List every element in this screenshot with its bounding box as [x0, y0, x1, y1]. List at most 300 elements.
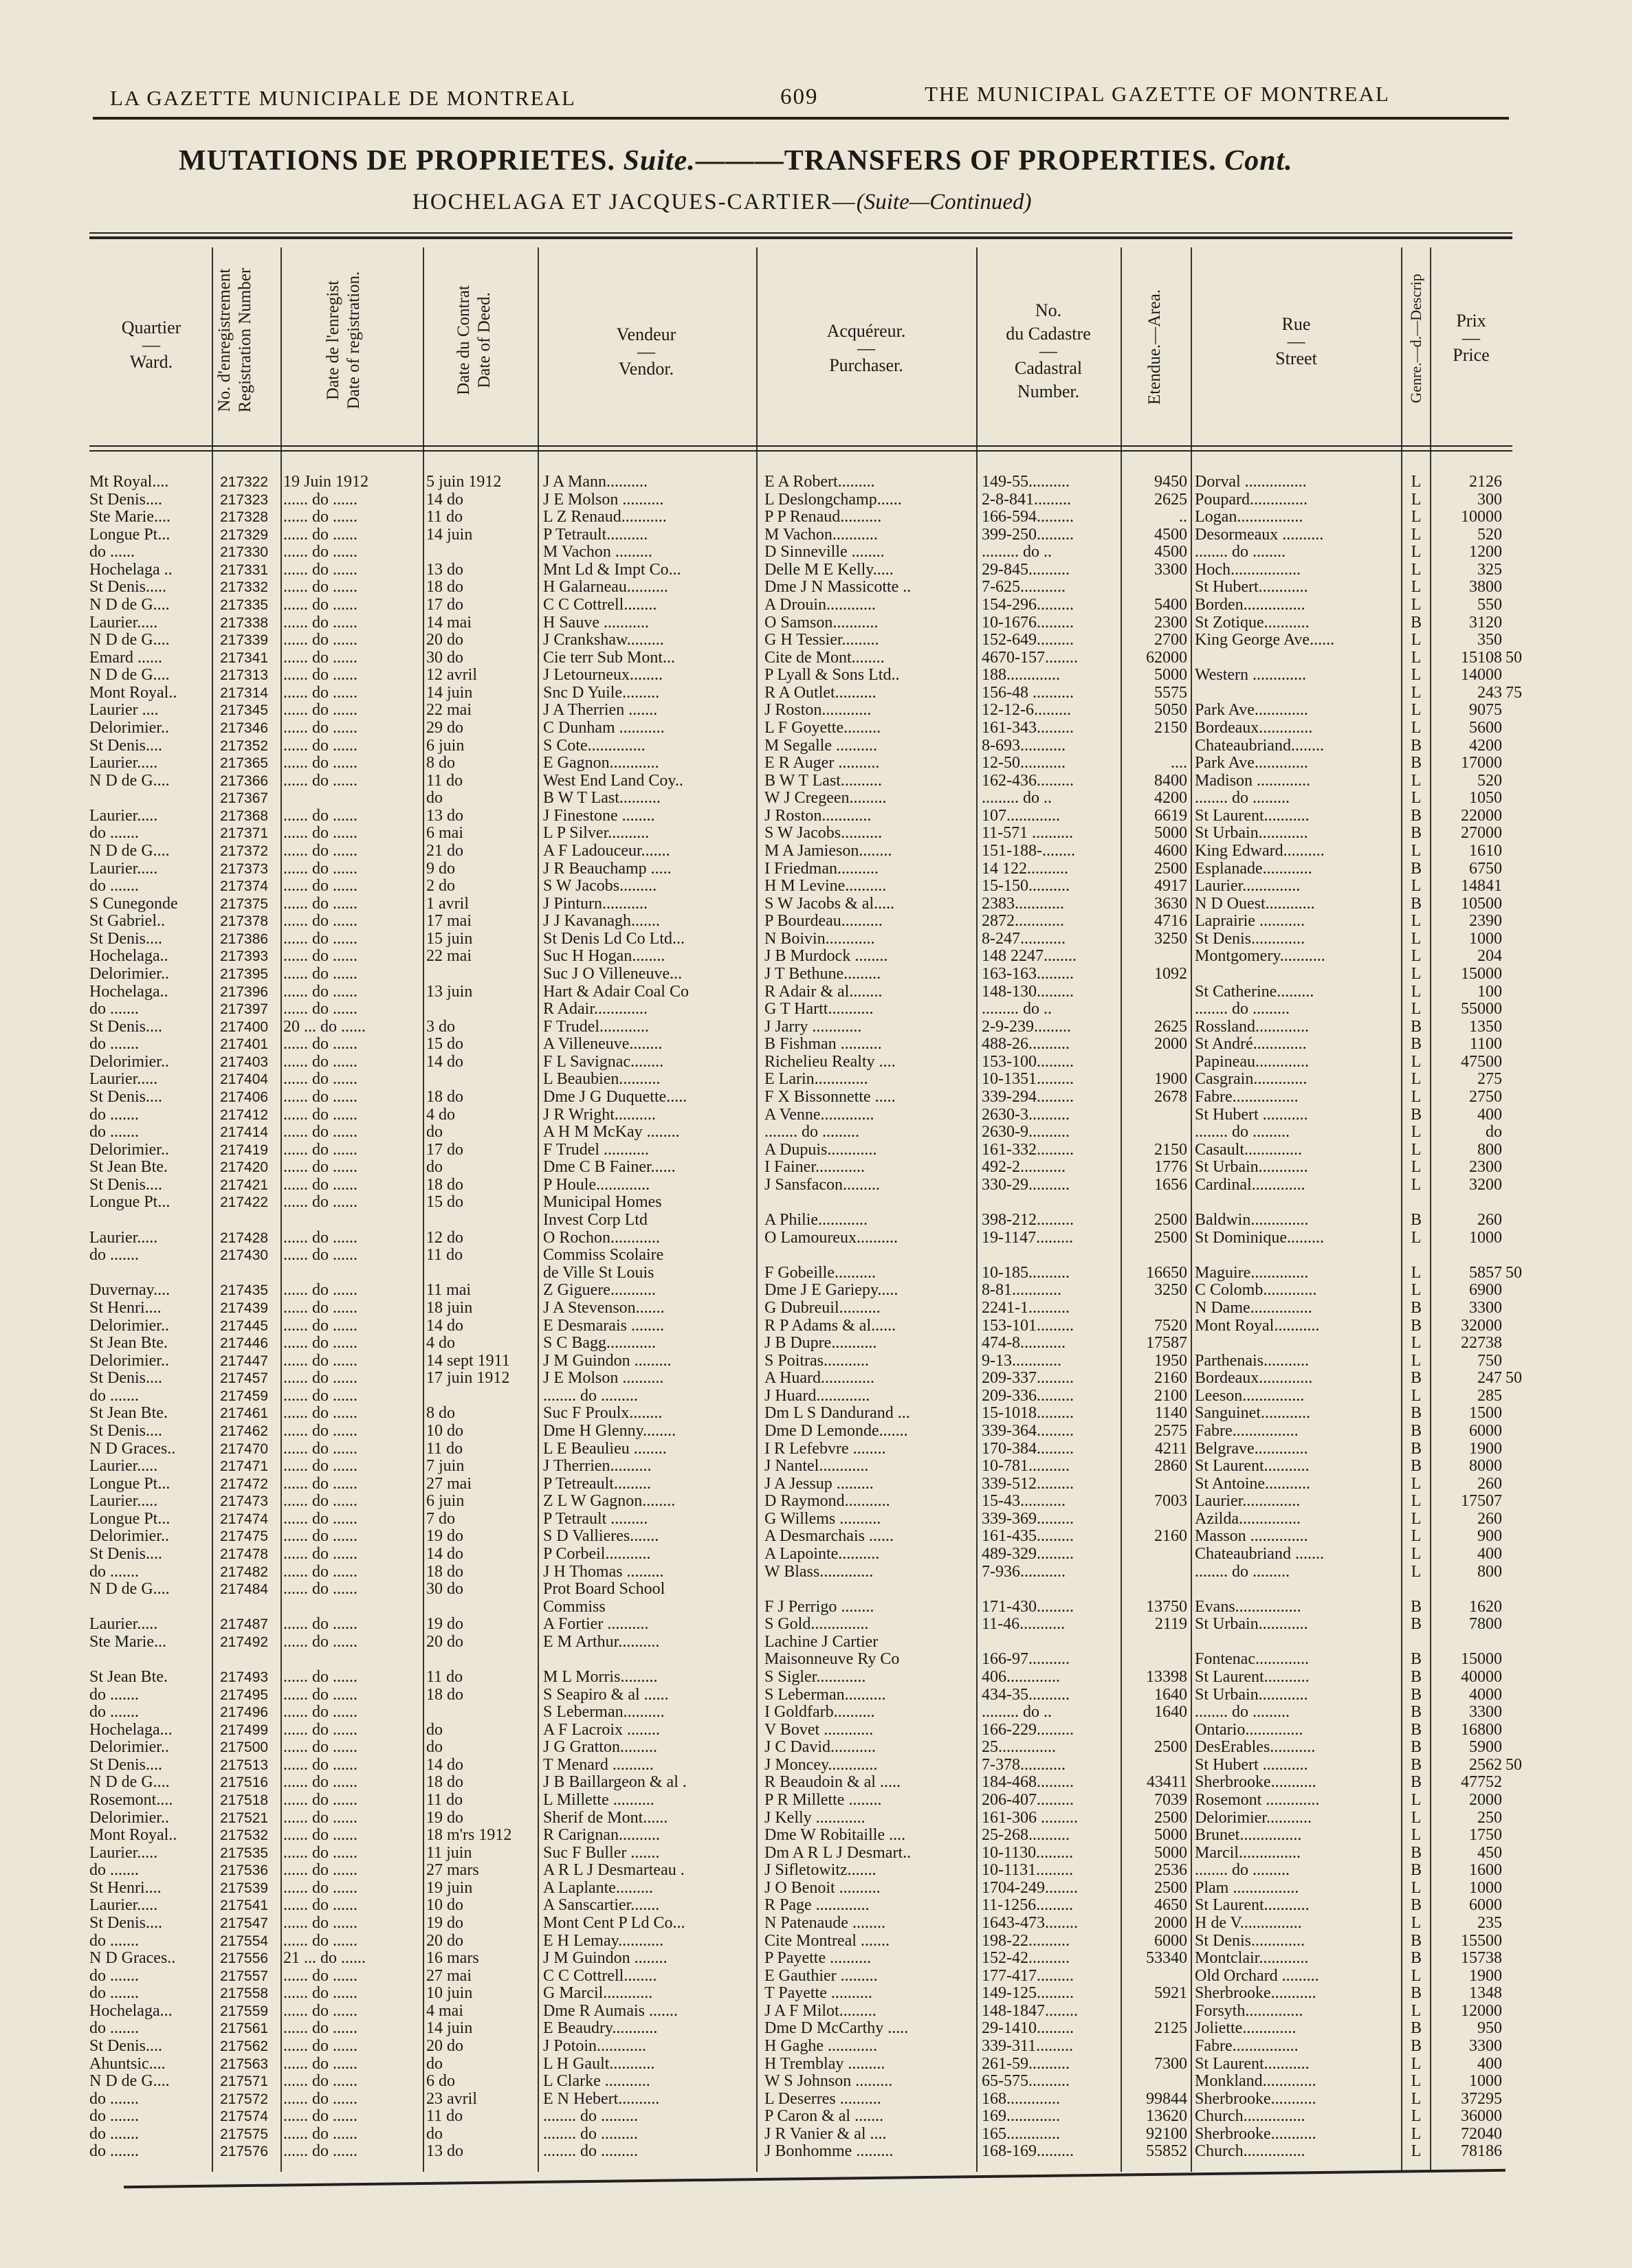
header-price-fr: Prix [1456, 311, 1486, 331]
purchaser-cell: F J Perrigo ........ [764, 1597, 874, 1616]
table-row [0, 1650, 1632, 1669]
purchaser-cell: Dm A R L J Desmart.. [764, 1843, 912, 1862]
deed-date-cell: 13 do [426, 806, 463, 825]
registration-date-cell: ...... do ...... [283, 1826, 357, 1845]
description-cell: L [1411, 1228, 1422, 1247]
cadastral-number-cell: 166-594......... [982, 508, 1074, 526]
area-cell: 4917 [1154, 877, 1187, 896]
street-cell: Evans................ [1195, 1597, 1301, 1616]
vendor-cell: E H Lemay........... [543, 1931, 664, 1950]
cadastral-number-cell: 209-337......... [982, 1369, 1074, 1388]
deed-date-cell: 20 do [426, 1632, 463, 1651]
street-cell: St Denis............. [1195, 1931, 1305, 1950]
price-cell: 400 [1477, 2054, 1502, 2073]
cadastral-number-cell: 168............. [982, 2089, 1060, 2108]
vendor-cell: T Menard .......... [543, 1755, 654, 1774]
cadastral-number-cell: 8-247........... [982, 929, 1066, 948]
vendor-cell: Suc F Buller ....... [543, 1843, 660, 1862]
cadastral-number-cell: 161-343......... [982, 719, 1074, 737]
purchaser-cell: Dme D Lemonde....... [764, 1421, 908, 1440]
price-cell: 15500 [1461, 1931, 1502, 1950]
registration-date-cell: ...... do ...... [283, 1544, 357, 1563]
street-cell: St Urbain............ [1195, 1685, 1308, 1704]
registration-date-cell: ...... do ...... [283, 596, 357, 614]
cadastral-number-cell: 2241-1.......... [982, 1298, 1070, 1317]
table-row [0, 1000, 1632, 1019]
price-cell: 1610 [1469, 842, 1502, 860]
description-cell: L [1411, 1544, 1422, 1563]
street-cell: Poupard.............. [1195, 490, 1308, 509]
purchaser-cell: J Sifletowitz....... [764, 1861, 876, 1880]
header-dash: — [637, 342, 655, 362]
vendor-cell: Suc H Hogan........ [543, 947, 665, 966]
registration-date-cell: ...... do ...... [283, 1492, 357, 1511]
area-cell: 4716 [1154, 912, 1187, 931]
vendor-cell: Cie terr Sub Mont... [543, 648, 675, 667]
purchaser-cell: Dme J E Gariepy..... [764, 1281, 898, 1300]
description-cell: L [1411, 929, 1422, 948]
registration-number-cell: 217457 [220, 1370, 269, 1387]
vendor-cell: J Therrien.......... [543, 1457, 652, 1476]
street-cell: Sanguinet............ [1195, 1404, 1310, 1423]
ward-cell: St Denis.... [89, 490, 163, 509]
street-cell: Church............... [1195, 2142, 1305, 2161]
cadastral-number-cell: 15-43........... [982, 1492, 1066, 1511]
table-row [0, 842, 1632, 860]
ward-cell: Hochelaga... [89, 2001, 173, 2020]
street-cell: St Laurent........... [1195, 1667, 1310, 1686]
ward-cell: St Denis.... [89, 1088, 163, 1107]
area-cell: 5400 [1154, 596, 1187, 614]
description-cell: B [1410, 1931, 1422, 1950]
street-cell: Western ............. [1195, 666, 1307, 685]
deed-date-cell: 14 mai [426, 613, 472, 632]
table-row [0, 807, 1632, 825]
deed-date-cell: 5 juin 1912 [426, 473, 502, 491]
description-cell: L [1411, 1913, 1422, 1932]
ward-cell: do ....... [89, 2019, 139, 2038]
price-cell: 3300 [1469, 1298, 1502, 1317]
street-cell: Sherbrooke........... [1195, 2089, 1316, 2108]
street-cell: Azilda............... [1195, 1509, 1301, 1528]
purchaser-cell: J Nantel............ [764, 1457, 869, 1476]
description-cell: L [1411, 508, 1422, 526]
purchaser-cell: E Larin............. [764, 1070, 868, 1089]
cadastral-number-cell: 149-55.......... [982, 473, 1070, 491]
header-cadastral [980, 299, 1117, 403]
cadastral-number-cell: 156-48 .......... [982, 683, 1074, 702]
deed-date-cell: do [426, 789, 443, 808]
vendor-cell: O Rochon............ [543, 1228, 660, 1247]
table-row [0, 1809, 1632, 1827]
ward-cell: N D de G.... [89, 1773, 170, 1792]
header-dash: — [1039, 341, 1057, 361]
registration-date-cell: ...... do ...... [283, 771, 357, 790]
area-cell: 2625 [1154, 490, 1187, 509]
registration-date-cell: ...... do ...... [283, 806, 357, 825]
registration-date-cell: ...... do ...... [283, 929, 357, 948]
header-ward [93, 316, 210, 374]
ward-cell: N D de G.... [89, 771, 170, 790]
ward-cell: Rosemont.... [89, 1790, 173, 1809]
registration-number-cell: 217558 [220, 1986, 269, 2002]
street-cell: Delorimier........... [1195, 1808, 1312, 1827]
ward-cell: do ....... [89, 1246, 139, 1265]
description-cell: L [1411, 947, 1422, 966]
ward-cell: do ....... [89, 1984, 139, 2003]
area-cell: 1640 [1154, 1685, 1187, 1704]
cadastral-number-cell: 10-1130......... [982, 1843, 1074, 1862]
registration-number-cell: 217493 [220, 1669, 269, 1685]
price-cell: 15000 [1461, 965, 1502, 983]
ward-cell: St Henri.... [89, 1298, 162, 1317]
description-cell: L [1411, 1562, 1422, 1581]
table-row [0, 1949, 1632, 1968]
table-row [0, 1598, 1632, 1616]
description-cell: L [1411, 701, 1422, 720]
purchaser-cell: S Poitras........... [764, 1351, 870, 1370]
description-cell: B [1410, 1773, 1422, 1792]
table-row [0, 1387, 1632, 1405]
street-cell: St Laurent........... [1195, 1896, 1310, 1915]
street-cell: Leeson............... [1195, 1386, 1305, 1405]
description-cell: L [1411, 912, 1422, 931]
registration-number-cell: 217366 [220, 772, 269, 789]
registration-date-cell: ...... do ...... [283, 1615, 357, 1634]
street-cell: Mont Royal........... [1195, 1316, 1320, 1335]
street-cell: Casault.............. [1195, 1140, 1302, 1159]
registration-number-cell: 217516 [220, 1775, 269, 1791]
title-fr: MUTATIONS DE PROPRIETES. [179, 145, 616, 177]
ward-cell: Delorimier.. [89, 965, 169, 983]
area-cell: 2125 [1154, 2019, 1187, 2038]
purchaser-cell: F Gobeille.......... [764, 1263, 876, 1282]
price-cell: 1620 [1469, 1597, 1502, 1616]
purchaser-cell: N Patenaude ........ [764, 1913, 885, 1932]
vendor-cell: Mnt Ld & Impt Co... [543, 560, 681, 579]
purchaser-cell: J T Bethune......... [764, 965, 881, 983]
cadastral-number-cell: 153-101......... [982, 1316, 1074, 1335]
ward-cell: St Denis.... [89, 1017, 163, 1036]
registration-date-cell: ...... do ...... [283, 490, 357, 509]
header-cad-en2: Number. [1017, 381, 1080, 401]
cadastral-number-cell: 152-42.......... [982, 1949, 1070, 1968]
ward-cell: St Denis.... [89, 1913, 163, 1932]
table-row [0, 1369, 1632, 1388]
purchaser-cell: B W T Last.......... [764, 771, 882, 790]
cadastral-number-cell: 406............. [982, 1667, 1060, 1686]
table-row [0, 1281, 1632, 1300]
registration-number-cell: 217492 [220, 1634, 269, 1650]
price-cell: 243 [1477, 683, 1502, 702]
registration-date-cell: ...... do ...... [283, 2072, 357, 2091]
table-row [0, 701, 1632, 720]
street-cell: Parthenais........... [1195, 1351, 1309, 1370]
street-cell: Laprairie ........... [1195, 912, 1305, 931]
description-cell: L [1411, 2001, 1422, 2020]
price-cell: 260 [1477, 1211, 1502, 1230]
vendor-cell: J M Guindon ........ [543, 1949, 668, 1968]
price-cell: 1500 [1469, 1404, 1502, 1423]
description-cell: L [1411, 473, 1422, 491]
purchaser-cell: J A Jessup ......... [764, 1474, 874, 1493]
street-cell: St Laurent........... [1195, 806, 1310, 825]
ward-cell: St Denis.... [89, 1369, 163, 1388]
area-cell: 4500 [1154, 525, 1187, 544]
table-row [0, 1791, 1632, 1810]
street-cell: King George Ave...... [1195, 631, 1335, 649]
area-cell: 5050 [1154, 701, 1187, 720]
street-cell: Cardinal............. [1195, 1175, 1305, 1194]
registration-date-cell: ...... do ...... [283, 859, 357, 878]
purchaser-cell: P P Renaud.......... [764, 508, 882, 526]
table-row [0, 578, 1632, 597]
purchaser-cell: J Sansfacon......... [764, 1175, 880, 1194]
vendor-cell: Dme J G Duquette..... [543, 1088, 687, 1107]
registration-number-cell: 217401 [220, 1036, 269, 1053]
vendor-cell: M Vachon ......... [543, 543, 652, 562]
street-cell: Bordeaux............. [1195, 719, 1313, 737]
deed-date-cell: 6 do [426, 2072, 455, 2091]
street-cell: St André............. [1195, 1035, 1307, 1054]
price-cents-cell: 50 [1506, 648, 1522, 667]
description-cell: B [1410, 1369, 1422, 1388]
table-row [0, 1141, 1632, 1159]
registration-number-cell: 217378 [220, 913, 269, 930]
table-row [0, 1703, 1632, 1722]
cadastral-number-cell: 10-781.......... [982, 1457, 1070, 1476]
price-cell: 47752 [1461, 1773, 1502, 1792]
ward-cell: Hochelaga... [89, 1720, 173, 1739]
table-row [0, 2019, 1632, 2038]
vendor-cell: Sherif de Mont...... [543, 1808, 668, 1827]
description-cell: L [1411, 578, 1422, 597]
purchaser-cell: E A Robert......... [764, 473, 875, 491]
street-cell: Belgrave............. [1195, 1439, 1308, 1458]
cadastral-number-cell: 8-81............ [982, 1281, 1061, 1300]
vendor-cell: de Ville St Louis [543, 1263, 654, 1282]
description-cell: B [1410, 1896, 1422, 1915]
deed-date-cell: 14 do [426, 1316, 463, 1335]
header-cad-fr2: du Cadastre [1006, 324, 1091, 344]
deed-date-cell: 17 do [426, 596, 463, 614]
price-cell: 1348 [1469, 1984, 1502, 2003]
ward-cell: St Denis.... [89, 1175, 163, 1194]
deed-date-cell: 4 do [426, 1334, 455, 1353]
ward-cell: Mont Royal.. [89, 683, 177, 702]
header-cad-fr1: No. [1035, 300, 1062, 320]
table-row [0, 1352, 1632, 1370]
street-cell: H de V............... [1195, 1913, 1302, 1932]
registration-number-cell: 217330 [220, 544, 269, 561]
description-cell: B [1410, 1597, 1422, 1616]
area-cell: 16650 [1146, 1263, 1187, 1282]
table-row [0, 1211, 1632, 1230]
vendor-cell: J H Thomas ......... [543, 1562, 664, 1581]
table-row [0, 1053, 1632, 1071]
price-cell: 6000 [1469, 1896, 1502, 1915]
purchaser-cell: J A F Milot......... [764, 2001, 876, 2020]
registration-number-cell: 217386 [220, 931, 269, 947]
area-cell: 2678 [1154, 1088, 1187, 1107]
purchaser-cell: G H Tessier......... [764, 631, 879, 649]
description-cell: L [1411, 1140, 1422, 1159]
street-cell: Casgrain............. [1195, 1070, 1308, 1089]
area-cell: 9450 [1154, 473, 1187, 491]
ward-cell: Delorimier.. [89, 719, 169, 737]
header-date-deed [454, 247, 495, 433]
street-cell: St Zotique........... [1195, 613, 1310, 632]
price-cell: 2562 [1469, 1755, 1502, 1774]
street-cell: Marcil............... [1195, 1843, 1301, 1862]
description-cell: B [1410, 1439, 1422, 1458]
registration-number-cell: 217532 [220, 1827, 269, 1844]
cadastral-number-cell: 1704-249........ [982, 1878, 1078, 1897]
header-area-label: Etendue.—Area. [1145, 289, 1164, 405]
deed-date-cell: 18 do [426, 1175, 463, 1194]
ward-cell: St Jean Bte. [89, 1158, 168, 1177]
vendor-cell: J E Molson .......... [543, 1369, 664, 1388]
deed-date-cell: 20 do [426, 2036, 463, 2055]
price-cell: 520 [1477, 771, 1502, 790]
area-cell: 2500 [1154, 859, 1187, 878]
table-row [0, 526, 1632, 544]
price-cell: 1000 [1469, 1878, 1502, 1897]
ward-cell: do ...... [89, 543, 135, 562]
registration-number-cell: 217430 [220, 1247, 269, 1264]
area-cell: 2119 [1154, 1615, 1187, 1634]
deed-date-cell: 2 do [426, 877, 455, 896]
registration-date-cell: ...... do ...... [283, 1404, 357, 1423]
purchaser-cell: N Boivin............ [764, 929, 875, 948]
price-cell: 6000 [1469, 1421, 1502, 1440]
deed-date-cell: 16 mars [426, 1949, 479, 1968]
ward-cell: N D Graces.. [89, 1949, 176, 1968]
purchaser-cell: W J Cregeen......... [764, 789, 887, 808]
registration-date-cell: ...... do ...... [283, 1052, 357, 1071]
running-head-right: THE MUNICIPAL GAZETTE OF MONTREAL [925, 82, 1390, 106]
table-row [0, 1176, 1632, 1194]
registration-number-cell: 217365 [220, 755, 269, 772]
registration-date-cell: ...... do ...... [283, 666, 357, 685]
street-cell: Joliette............. [1195, 2019, 1297, 2038]
cadastral-number-cell: 148-130......... [982, 982, 1074, 1001]
registration-date-cell: ...... do ...... [283, 912, 357, 931]
header-reg-en: Registration Number [236, 267, 254, 413]
price-cell: 17507 [1461, 1492, 1502, 1511]
description-cell: B [1410, 1861, 1422, 1880]
description-cell: B [1410, 859, 1422, 878]
registration-date-cell: ...... do ...... [283, 1421, 357, 1440]
street-cell: Church............... [1195, 2107, 1305, 2126]
purchaser-cell: W Blass............. [764, 1562, 874, 1581]
deed-date-cell: 20 do [426, 631, 463, 649]
vendor-cell: ........ do ......... [543, 2142, 638, 2161]
purchaser-cell: D Sinneville ........ [764, 543, 885, 562]
cadastral-number-cell: 2-8-841......... [982, 490, 1071, 509]
vendor-cell: S Cote.............. [543, 736, 646, 755]
ward-cell: Mt Royal.... [89, 473, 169, 491]
ward-cell: St Gabriel.. [89, 912, 165, 931]
registration-date-cell: ...... do ...... [283, 1896, 357, 1915]
price-cell: 800 [1477, 1562, 1502, 1581]
registration-date-cell: ...... do ...... [283, 1228, 357, 1247]
area-cell: 13750 [1146, 1597, 1187, 1616]
deed-date-cell: 18 do [426, 1773, 463, 1792]
street-cell: St Antoine........... [1195, 1474, 1311, 1493]
deed-date-cell: 20 do [426, 1931, 463, 1950]
vendor-cell: Hart & Adair Coal Co [543, 982, 689, 1001]
ward-cell: St Denis..... [89, 578, 167, 597]
price-cell: 5857 [1469, 1263, 1502, 1282]
registration-number-cell: 217571 [220, 2074, 269, 2090]
purchaser-cell: Dme W Robitaille .... [764, 1826, 906, 1845]
registration-date-cell: ...... do ...... [283, 648, 357, 667]
street-cell: Fabre................ [1195, 1088, 1299, 1107]
ward-cell: St Jean Bte. [89, 1404, 168, 1423]
deed-date-cell: 30 do [426, 1580, 463, 1599]
table-row [0, 1317, 1632, 1335]
registration-number-cell: 217331 [220, 562, 269, 578]
registration-number-cell: 217338 [220, 614, 269, 631]
cadastral-number-cell: 177-417......... [982, 1966, 1074, 1985]
table-row [0, 1686, 1632, 1704]
deed-date-cell: do [426, 2124, 443, 2143]
purchaser-cell: I Goldfarb.......... [764, 1703, 875, 1722]
area-cell: 1776 [1154, 1158, 1187, 1177]
cadastral-number-cell: 25.............. [982, 1738, 1056, 1757]
header-purchaser-en: Purchaser. [829, 355, 903, 375]
area-cell: 2500 [1154, 1808, 1187, 1827]
ward-cell: do ....... [89, 1386, 139, 1405]
table-row [0, 614, 1632, 632]
deed-date-cell: 10 do [426, 1896, 463, 1915]
price-cell: 2300 [1469, 1158, 1502, 1177]
price-cell: 800 [1477, 1140, 1502, 1159]
table-row [0, 1844, 1632, 1863]
street-cell: St Hubert ........... [1195, 1105, 1308, 1124]
street-cell: ........ do ......... [1195, 1123, 1290, 1142]
registration-number-cell: 217495 [220, 1687, 269, 1703]
ward-cell: do ....... [89, 2107, 139, 2126]
registration-date-cell: ...... do ...... [283, 2124, 357, 2143]
registration-date-cell: ...... do ...... [283, 701, 357, 720]
area-cell: 1656 [1154, 1175, 1187, 1194]
cadastral-number-cell: 162-436......... [982, 771, 1074, 790]
purchaser-cell: R P Adams & al...... [764, 1316, 896, 1335]
cadastral-number-cell: 148-1847........ [982, 2001, 1078, 2020]
description-cell: L [1411, 2072, 1422, 2091]
purchaser-cell: E R Auger .......... [764, 754, 880, 772]
table-row [0, 737, 1632, 755]
registration-date-cell: ...... do ...... [283, 1439, 357, 1458]
description-cell: B [1410, 754, 1422, 772]
purchaser-cell: J Kelly ............ [764, 1808, 865, 1827]
description-cell: B [1410, 824, 1422, 843]
ward-cell: do ....... [89, 1562, 139, 1581]
street-cell: Monkland............. [1195, 2072, 1316, 2091]
vendor-cell: A Fortier .......... [543, 1615, 649, 1634]
vendor-cell: F Trudel ........... [543, 1140, 650, 1159]
area-cell: 2625 [1154, 1017, 1187, 1036]
registration-date-cell: ...... do ...... [283, 1175, 357, 1194]
cadastral-number-cell: 11-571 .......... [982, 824, 1074, 843]
table-row [0, 1738, 1632, 1757]
ward-cell: Laurier .... [89, 701, 159, 720]
cadastral-number-cell: 4670-157........ [982, 648, 1078, 667]
table-row [0, 2002, 1632, 2021]
table-row [0, 1914, 1632, 1933]
